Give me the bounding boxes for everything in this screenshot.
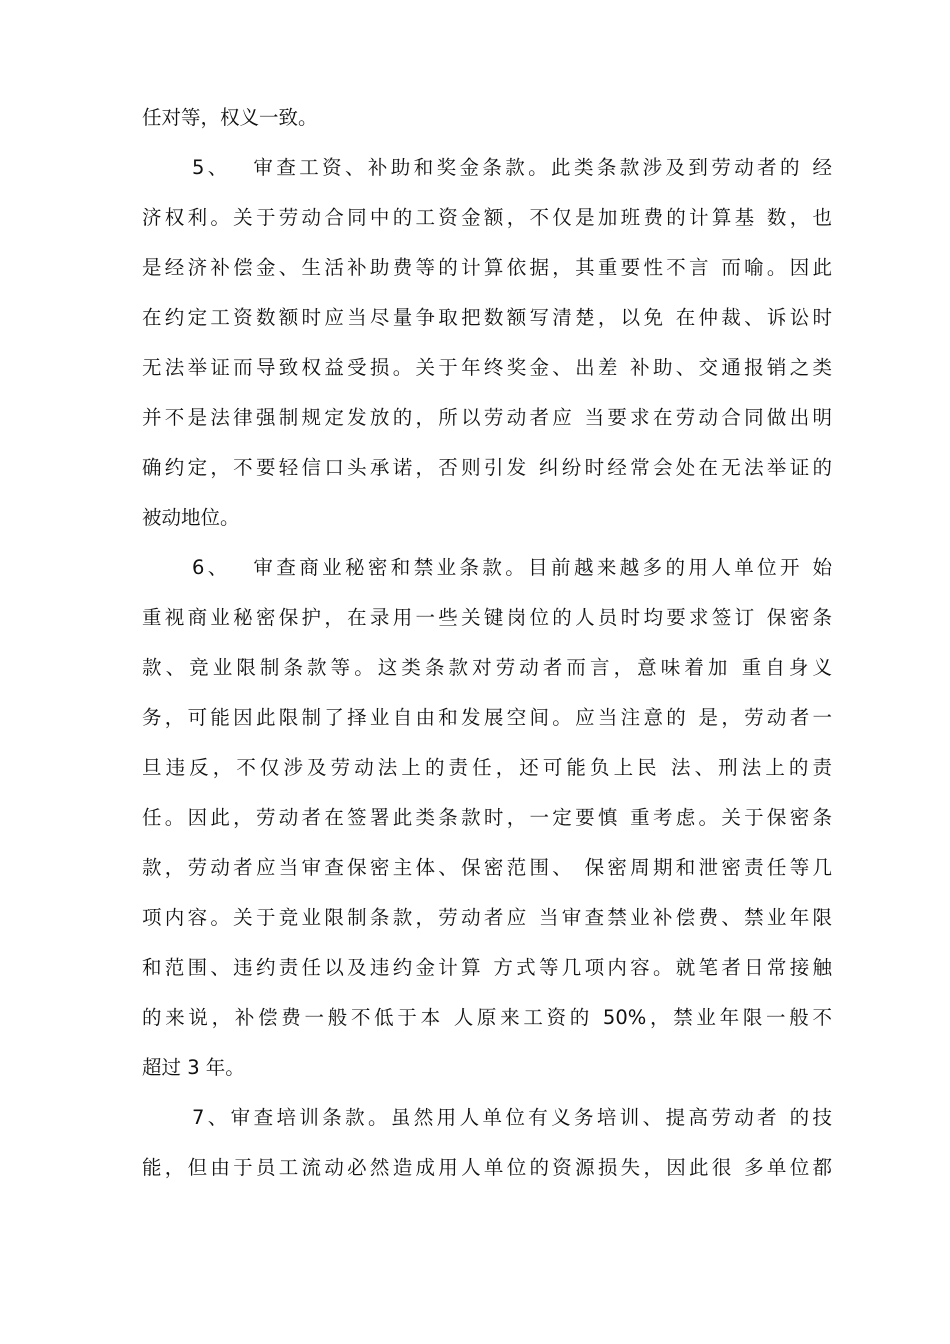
- text-line: 款，劳动者应当审查保密主体、保密范围、 保密周期和泄密责任等几: [142, 856, 832, 879]
- text-line: 项内容。关于竞业限制条款，劳动者应 当审查禁业补偿费、禁业年限: [142, 906, 832, 929]
- text-line: 无法举证而导致权益受损。关于年终奖金、出差 补助、交通报销之类: [142, 356, 832, 379]
- text-line: 旦违反，不仅涉及劳动法上的责任，还可能负上民 法、刑法上的责: [142, 756, 832, 779]
- text-line: 款、竞业限制条款等。这类条款对劳动者而言，意味着加 重自身义: [142, 656, 832, 679]
- paragraph-7-first-line: 7、审查培训条款。虽然用人单位有义务培训、提高劳动者 的技: [192, 1106, 832, 1129]
- text-line: 被动地位。: [142, 506, 240, 529]
- text-line: 在约定工资数额时应当尽量争取把数额写清楚，以免 在仲裁、诉讼时: [142, 306, 832, 329]
- text-line: 任对等，权义一致。: [142, 106, 318, 129]
- text-line: 务，可能因此限制了择业自由和发展空间。应当注意的 是，劳动者一: [142, 706, 832, 729]
- text-line: 和范围、违约责任以及违约金计算 方式等几项内容。就笔者日常接触: [142, 956, 832, 979]
- text-line: 重视商业秘密保护，在录用一些关键岗位的人员时均要求签订 保密条: [142, 606, 832, 629]
- text-line: 能，但由于员工流动必然造成用人单位的资源损失，因此很 多单位都: [142, 1156, 832, 1179]
- text-line: 确约定，不要轻信口头承诺，否则引发 纠纷时经常会处在无法举证的: [142, 456, 832, 479]
- text-line: 是经济补偿金、生活补助费等的计算依据，其重要性不言 而喻。因此: [142, 256, 832, 279]
- paragraph-6-first-line: 6、 审查商业秘密和禁业条款。目前越来越多的用人单位开 始: [192, 556, 832, 579]
- text-line: 并不是法律强制规定发放的，所以劳动者应 当要求在劳动合同做出明: [142, 406, 832, 429]
- text-line: 的来说，补偿费一般不低于本 人原来工资的 50%，禁业年限一般不: [142, 1006, 832, 1029]
- paragraph-5-first-line: 5、 审查工资、补助和奖金条款。此类条款涉及到劳动者的 经: [192, 156, 832, 179]
- text-line: 超过 3 年。: [142, 1056, 245, 1079]
- text-line: 济权利。关于劳动合同中的工资金额，不仅是加班费的计算基 数，也: [142, 206, 832, 229]
- text-line: 任。因此，劳动者在签署此类条款时，一定要慎 重考虑。关于保密条: [142, 806, 832, 829]
